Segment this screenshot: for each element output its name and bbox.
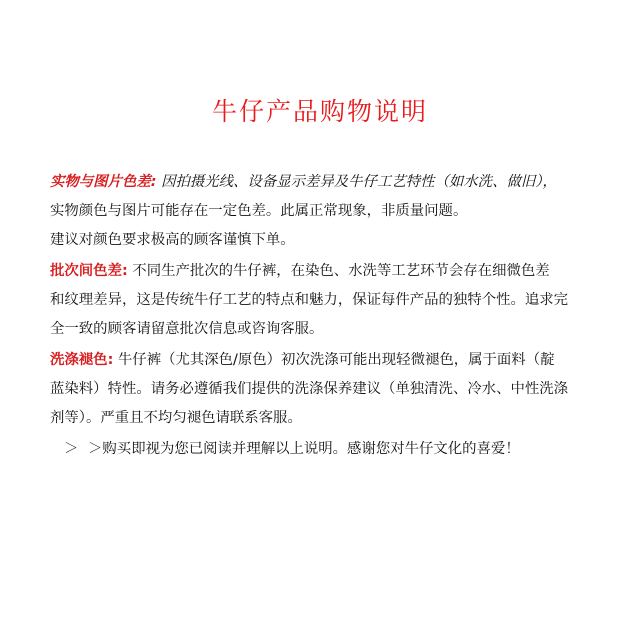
section-line <box>50 168 610 197</box>
section-lead: 批次间色差: <box>50 263 128 279</box>
section-lead: 洗涤褪色: <box>50 352 114 368</box>
section-wash-fading <box>50 346 610 433</box>
section-line: 全一致的顾客请留意批次信息或咨询客服。 <box>50 321 324 337</box>
section-line: 建议对颜色要求极高的顾客谨慎下单。 <box>50 232 295 248</box>
footer-text: 购买即视为您已阅读并理解以上说明。感谢您对牛仔文化的喜爱！ <box>102 441 520 457</box>
document-body <box>50 168 610 464</box>
footer-note <box>50 435 610 464</box>
section-text: 牛仔裤（尤其深色/原色）初次洗涤可能出现轻微褪色，属于面料（靛 <box>117 352 555 368</box>
chevron-right-icon: ＞ <box>64 441 79 457</box>
section-lead: 实物与图片色差: <box>50 174 157 190</box>
section-text: 因拍摄光线、设备显示差异及牛仔工艺特性（如水洗、做旧）， <box>161 174 557 190</box>
section-line: 蓝染料）特性。请务必遵循我们提供的洗涤保养建议（单独清洗、冷水、中性洗涤 <box>50 381 569 397</box>
page-title: 牛仔产品购物说明 <box>211 97 428 126</box>
section-text: 不同生产批次的牛仔裤，在染色、水洗等工艺环节会存在细微色差 <box>132 263 550 279</box>
section-line <box>50 257 610 286</box>
section-batch-difference <box>50 257 610 344</box>
section-line: 剂等）。严重且不均匀褪色请联系客服。 <box>50 410 302 426</box>
section-line: 实物颜色与图片可能存在一定色差。此属正常现象，非质量问题。 <box>50 203 468 219</box>
section-line <box>50 346 610 375</box>
section-color-difference <box>50 168 610 255</box>
chevron-right-icon: ＞ <box>88 441 103 457</box>
section-line: 和纹理差异，这是传统牛仔工艺的特点和魅力，保证每件产品的独特个性。追求完 <box>50 292 569 308</box>
